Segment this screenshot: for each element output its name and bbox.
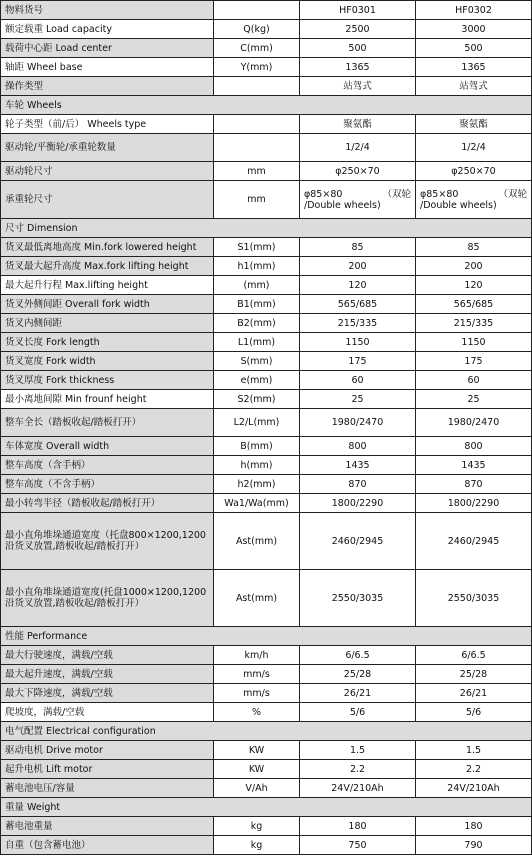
spec-value-part: φ85×80 xyxy=(420,188,459,200)
spec-row xyxy=(1,437,532,456)
spec-row xyxy=(1,238,532,257)
spec-value-hf0301: 85 xyxy=(300,238,416,257)
spec-label: 额定载重 Load capacity xyxy=(1,20,214,39)
spec-value-hf0302: 1980/2470 xyxy=(416,409,532,437)
spec-value-hf0302: 870 xyxy=(416,475,532,494)
spec-label: 爬坡度，满载/空载 xyxy=(1,703,214,722)
section-header-row xyxy=(1,722,532,741)
spec-row xyxy=(1,20,532,39)
spec-value-hf0302 xyxy=(416,181,532,219)
spec-label: 操作类型 xyxy=(1,77,214,96)
spec-value-hf0301: 5/6 xyxy=(300,703,416,722)
spec-value-hf0301: 25/28 xyxy=(300,665,416,684)
spec-value-hf0302: 200 xyxy=(416,257,532,276)
spec-unit: KW xyxy=(214,741,300,760)
spec-unit: % xyxy=(214,703,300,722)
spec-value-hf0302: 5/6 xyxy=(416,703,532,722)
spec-value-hf0302: 500 xyxy=(416,39,532,58)
spec-value-hf0301: 215/335 xyxy=(300,314,416,333)
spec-unit xyxy=(214,77,300,96)
spec-row xyxy=(1,295,532,314)
spec-label: 货叉长度 Fork length xyxy=(1,333,214,352)
spec-value-hf0301: HF0301 xyxy=(300,1,416,20)
spec-value-part: （双轮 xyxy=(382,188,411,200)
spec-value-hf0301: 2460/2945 xyxy=(300,513,416,570)
spec-row xyxy=(1,817,532,836)
spec-unit: Wa1/Wa(mm) xyxy=(214,494,300,513)
spec-row xyxy=(1,779,532,798)
spec-row xyxy=(1,741,532,760)
spec-unit: mm xyxy=(214,162,300,181)
spec-value-hf0302: 3000 xyxy=(416,20,532,39)
spec-value-hf0301: 1/2/4 xyxy=(300,134,416,162)
spec-value-hf0302: 85 xyxy=(416,238,532,257)
spec-row xyxy=(1,39,532,58)
spec-row xyxy=(1,162,532,181)
spec-unit: L2/L(mm) xyxy=(214,409,300,437)
spec-row xyxy=(1,314,532,333)
spec-value-hf0301: 站驾式 xyxy=(300,77,416,96)
spec-row xyxy=(1,646,532,665)
spec-label: 轴距 Wheel base xyxy=(1,58,214,77)
spec-value-hf0301: 180 xyxy=(300,817,416,836)
spec-value-hf0301: 24V/210Ah xyxy=(300,779,416,798)
spec-value-hf0302: 790 xyxy=(416,836,532,855)
spec-label: 整车全长（踏板收起/踏板打开） xyxy=(1,409,214,437)
spec-value-hf0302: 215/335 xyxy=(416,314,532,333)
spec-unit: e(mm) xyxy=(214,371,300,390)
spec-unit: (mm) xyxy=(214,276,300,295)
section-title: 重量 Weight xyxy=(1,798,532,817)
spec-value-hf0302: 6/6.5 xyxy=(416,646,532,665)
spec-row xyxy=(1,1,532,20)
spec-value-hf0301: 870 xyxy=(300,475,416,494)
spec-value-hf0301: 26/21 xyxy=(300,684,416,703)
spec-value-hf0302: 1800/2290 xyxy=(416,494,532,513)
spec-label: 整车高度（不含手柄） xyxy=(1,475,214,494)
spec-value-hf0301: 565/685 xyxy=(300,295,416,314)
spec-unit: KW xyxy=(214,760,300,779)
spec-unit xyxy=(214,134,300,162)
spec-label: 最大起升行程 Max.lifting height xyxy=(1,276,214,295)
spec-label: 蓄电池重量 xyxy=(1,817,214,836)
section-header-row xyxy=(1,219,532,238)
spec-label: 驱动轮尺寸 xyxy=(1,162,214,181)
spec-label: 最小直角堆垛通道宽度(托盘1000×1200,1200沿货叉放置,踏板收起/踏板打开） xyxy=(1,570,214,627)
spec-row xyxy=(1,836,532,855)
spec-value-hf0301 xyxy=(300,181,416,219)
spec-value-hf0301: φ250×70 xyxy=(300,162,416,181)
spec-label: 自重（包含蓄电池） xyxy=(1,836,214,855)
spec-row xyxy=(1,390,532,409)
section-header-row xyxy=(1,798,532,817)
spec-row xyxy=(1,333,532,352)
spec-unit: Ast(mm) xyxy=(214,570,300,627)
spec-row xyxy=(1,665,532,684)
spec-value-hf0301: 175 xyxy=(300,352,416,371)
spec-label: 物料货号 xyxy=(1,1,214,20)
section-title: 尺寸 Dimension xyxy=(1,219,532,238)
spec-value-hf0301: 1150 xyxy=(300,333,416,352)
spec-value-hf0301: 60 xyxy=(300,371,416,390)
spec-unit: S1(mm) xyxy=(214,238,300,257)
spec-label: 货叉内侧间距 xyxy=(1,314,214,333)
spec-unit: Q(kg) xyxy=(214,20,300,39)
spec-label: 驱动电机 Drive motor xyxy=(1,741,214,760)
spec-value-hf0302: 175 xyxy=(416,352,532,371)
spec-value-part: /Double wheels) xyxy=(420,199,497,211)
spec-value-hf0302: 聚氨酯 xyxy=(416,115,532,134)
spec-row xyxy=(1,257,532,276)
spec-value-hf0301: 1800/2290 xyxy=(300,494,416,513)
spec-value-hf0301: 2550/3035 xyxy=(300,570,416,627)
spec-label: 最小离地间隙 Min frounf height xyxy=(1,390,214,409)
spec-value-hf0302: 2460/2945 xyxy=(416,513,532,570)
spec-label: 最大行驶速度，满载/空载 xyxy=(1,646,214,665)
section-title: 电气配置 Electrical configuration xyxy=(1,722,532,741)
spec-unit: C(mm) xyxy=(214,39,300,58)
spec-value-hf0302: 1150 xyxy=(416,333,532,352)
spec-row xyxy=(1,494,532,513)
spec-value-part: /Double wheels) xyxy=(304,199,381,211)
spec-unit: B2(mm) xyxy=(214,314,300,333)
spec-value-hf0301: 6/6.5 xyxy=(300,646,416,665)
spec-label: 最小转弯半径（踏板收起/踏板打开） xyxy=(1,494,214,513)
spec-value-hf0301: 25 xyxy=(300,390,416,409)
spec-unit: h2(mm) xyxy=(214,475,300,494)
spec-value-hf0302: 1365 xyxy=(416,58,532,77)
spec-value-hf0301: 800 xyxy=(300,437,416,456)
spec-label: 轮子类型（前/后） Wheels type xyxy=(1,115,214,134)
spec-value-part: φ85×80 xyxy=(304,188,343,200)
spec-unit: h(mm) xyxy=(214,456,300,475)
spec-row xyxy=(1,181,532,219)
spec-row xyxy=(1,134,532,162)
spec-unit: mm/s xyxy=(214,684,300,703)
spec-unit: h1(mm) xyxy=(214,257,300,276)
spec-row xyxy=(1,570,532,627)
spec-value-hf0302: 800 xyxy=(416,437,532,456)
spec-value-hf0302: 站驾式 xyxy=(416,77,532,96)
spec-row xyxy=(1,760,532,779)
spec-label: 驱动轮/平衡轮/承重轮数量 xyxy=(1,134,214,162)
spec-row xyxy=(1,456,532,475)
section-title: 车轮 Wheels xyxy=(1,96,532,115)
spec-label: 蓄电池电压/容量 xyxy=(1,779,214,798)
spec-unit: Ast(mm) xyxy=(214,513,300,570)
spec-row xyxy=(1,58,532,77)
spec-unit: kg xyxy=(214,836,300,855)
spec-value-hf0302: φ250×70 xyxy=(416,162,532,181)
spec-value-hf0302: 180 xyxy=(416,817,532,836)
spec-value-hf0302: 1.5 xyxy=(416,741,532,760)
spec-label: 整车高度（含手柄） xyxy=(1,456,214,475)
spec-value-hf0301: 1.5 xyxy=(300,741,416,760)
spec-label: 货叉最低离地高度 Min.fork lowered height xyxy=(1,238,214,257)
spec-value-hf0302: 60 xyxy=(416,371,532,390)
spec-unit: km/h xyxy=(214,646,300,665)
spec-unit: B(mm) xyxy=(214,437,300,456)
section-title: 性能 Performance xyxy=(1,627,532,646)
spec-unit: V/Ah xyxy=(214,779,300,798)
spec-value-hf0302: 2.2 xyxy=(416,760,532,779)
spec-table-body xyxy=(1,1,532,855)
spec-value-hf0302: HF0302 xyxy=(416,1,532,20)
spec-unit xyxy=(214,1,300,20)
spec-unit: kg xyxy=(214,817,300,836)
spec-label: 最大起升速度，满载/空载 xyxy=(1,665,214,684)
spec-row xyxy=(1,409,532,437)
section-header-row xyxy=(1,627,532,646)
spec-row xyxy=(1,115,532,134)
spec-value-hf0302: 1435 xyxy=(416,456,532,475)
spec-unit: S2(mm) xyxy=(214,390,300,409)
spec-value-hf0301: 200 xyxy=(300,257,416,276)
spec-value-hf0301: 1435 xyxy=(300,456,416,475)
spec-label: 货叉厚度 Fork thickness xyxy=(1,371,214,390)
spec-row xyxy=(1,513,532,570)
spec-value-hf0301: 750 xyxy=(300,836,416,855)
spec-row xyxy=(1,352,532,371)
spec-value-hf0301: 500 xyxy=(300,39,416,58)
spec-label: 车体宽度 Overall width xyxy=(1,437,214,456)
spec-value-hf0302: 1/2/4 xyxy=(416,134,532,162)
spec-value-hf0302: 2550/3035 xyxy=(416,570,532,627)
spec-label: 最小直角堆垛通道宽度（托盘800×1200,1200沿货叉放置,踏板收起/踏板打开） xyxy=(1,513,214,570)
spec-label: 货叉宽度 Fork width xyxy=(1,352,214,371)
spec-value-hf0301: 1980/2470 xyxy=(300,409,416,437)
spec-label: 最大下降速度，满载/空载 xyxy=(1,684,214,703)
spec-row xyxy=(1,77,532,96)
spec-value-hf0302: 25/28 xyxy=(416,665,532,684)
spec-row xyxy=(1,475,532,494)
spec-value-hf0301: 2500 xyxy=(300,20,416,39)
spec-unit: S(mm) xyxy=(214,352,300,371)
spec-unit xyxy=(214,115,300,134)
spec-label: 货叉外侧间距 Overall fork width xyxy=(1,295,214,314)
spec-value-hf0302: 25 xyxy=(416,390,532,409)
spec-value-hf0301: 聚氨酯 xyxy=(300,115,416,134)
spec-value-hf0301: 120 xyxy=(300,276,416,295)
spec-value-hf0302: 120 xyxy=(416,276,532,295)
spec-value-part: （双轮 xyxy=(498,188,527,200)
spec-row xyxy=(1,703,532,722)
spec-unit: mm xyxy=(214,181,300,219)
spec-label: 货叉最大起升高度 Max.fork lifting height xyxy=(1,257,214,276)
spec-label: 承重轮尺寸 xyxy=(1,181,214,219)
spec-label: 载荷中心距 Load center xyxy=(1,39,214,58)
spec-label: 起升电机 Lift motor xyxy=(1,760,214,779)
spec-value-hf0302: 26/21 xyxy=(416,684,532,703)
spec-value-hf0301: 2.2 xyxy=(300,760,416,779)
spec-row xyxy=(1,276,532,295)
spec-value-hf0302: 565/685 xyxy=(416,295,532,314)
spec-value-hf0302: 24V/210Ah xyxy=(416,779,532,798)
spec-unit: mm/s xyxy=(214,665,300,684)
spec-row xyxy=(1,684,532,703)
spec-unit: Y(mm) xyxy=(214,58,300,77)
spec-unit: B1(mm) xyxy=(214,295,300,314)
spec-row xyxy=(1,371,532,390)
spec-unit: L1(mm) xyxy=(214,333,300,352)
section-header-row xyxy=(1,96,532,115)
spec-value-hf0301: 1365 xyxy=(300,58,416,77)
